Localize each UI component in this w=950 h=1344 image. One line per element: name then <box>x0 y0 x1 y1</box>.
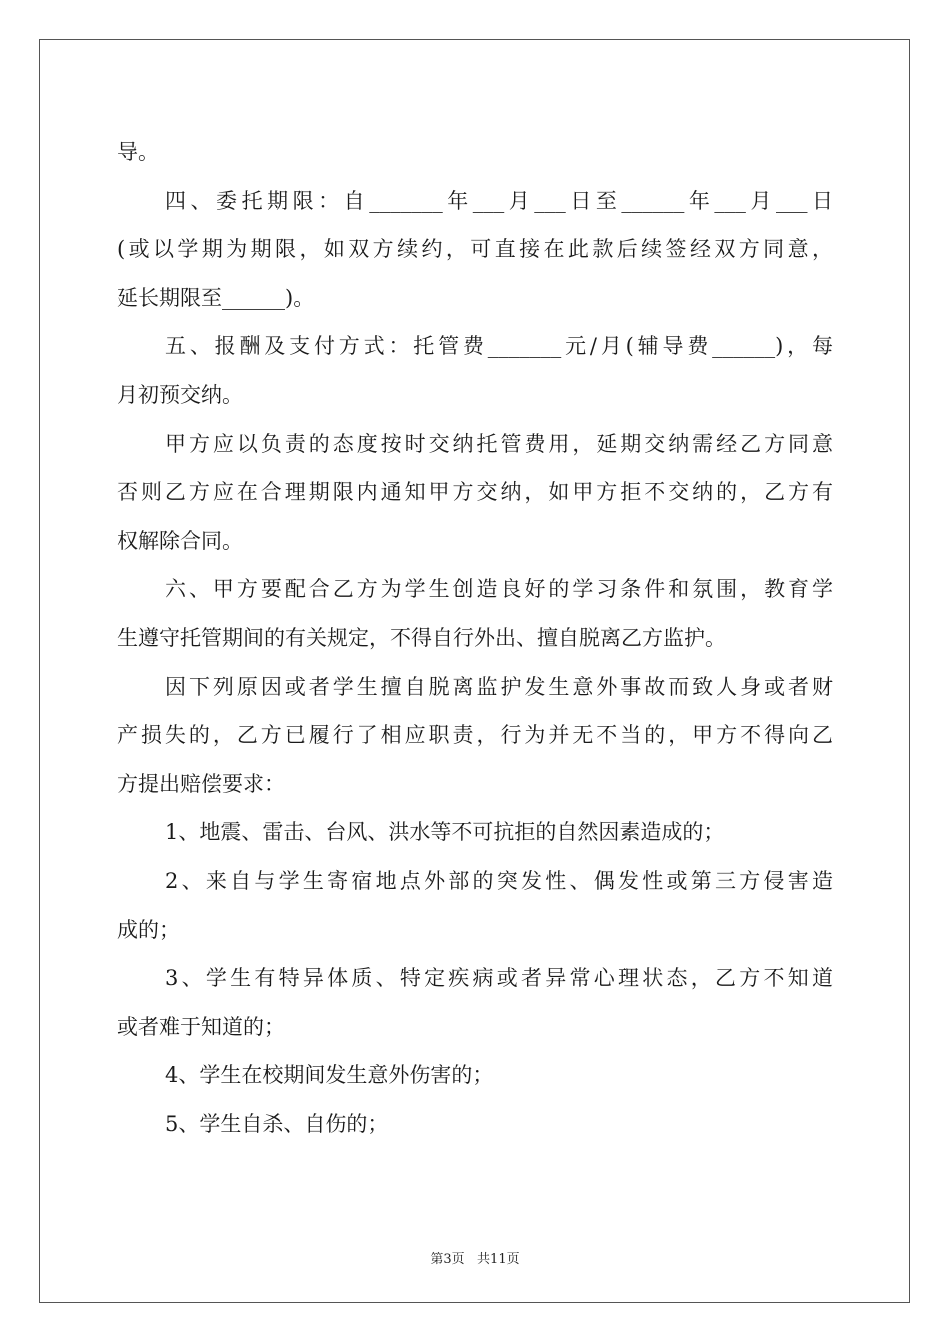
text-line: 延长期限至______)。 <box>117 285 315 310</box>
text-line: 4、学生在校期间发生意外伤害的； <box>165 1063 494 1088</box>
text-line: (或以学期为期限，如双方续约，可直接在此款后续签经双方同意， <box>117 237 833 262</box>
text-line: 否则乙方应在合理期限内通知甲方交纳，如甲方拒不交纳的，乙方有 <box>117 480 833 505</box>
text-line: 权解除合同。 <box>117 528 243 553</box>
document-body <box>117 128 833 1148</box>
text-line: 或者难于知道的； <box>117 1014 285 1039</box>
text-line: 3、学生有特异体质、特定疾病或者异常心理状态，乙方不知道 <box>165 966 833 991</box>
text-line: 5、学生自杀、自伤的； <box>165 1111 389 1136</box>
text-line: 方提出赔偿要求： <box>117 771 285 796</box>
text-line: 甲方应以负责的态度按时交纳托管费用，延期交纳需经乙方同意 <box>165 431 833 456</box>
text-line: 成的； <box>117 917 180 942</box>
text-line: 生遵守托管期间的有关规定，不得自行外出、擅自脱离乙方监护。 <box>117 625 726 650</box>
text-line: 五、报酬及支付方式：托管费_______元/月(辅导费______)，每 <box>165 334 833 359</box>
text-line: 月初预交纳。 <box>117 382 243 407</box>
text-line: 产损失的，乙方已履行了相应职责，行为并无不当的，甲方不得向乙 <box>117 723 833 748</box>
text-line: 四、委托期限：自_______年___月___日至______年___月___日 <box>165 188 833 213</box>
page-footer: 第3页 共11页 <box>430 1252 520 1267</box>
text-line: 2、来自与学生寄宿地点外部的突发性、偶发性或第三方侵害造 <box>165 868 833 893</box>
text-line: 导。 <box>117 140 159 164</box>
text-line: 1、地震、雷击、台风、洪水等不可抗拒的自然因素造成的； <box>165 820 725 845</box>
text-line: 因下列原因或者学生擅自脱离监护发生意外事故而致人身或者财 <box>165 674 833 699</box>
text-line: 六、甲方要配合乙方为学生创造良好的学习条件和氛围，教育学 <box>165 577 833 602</box>
